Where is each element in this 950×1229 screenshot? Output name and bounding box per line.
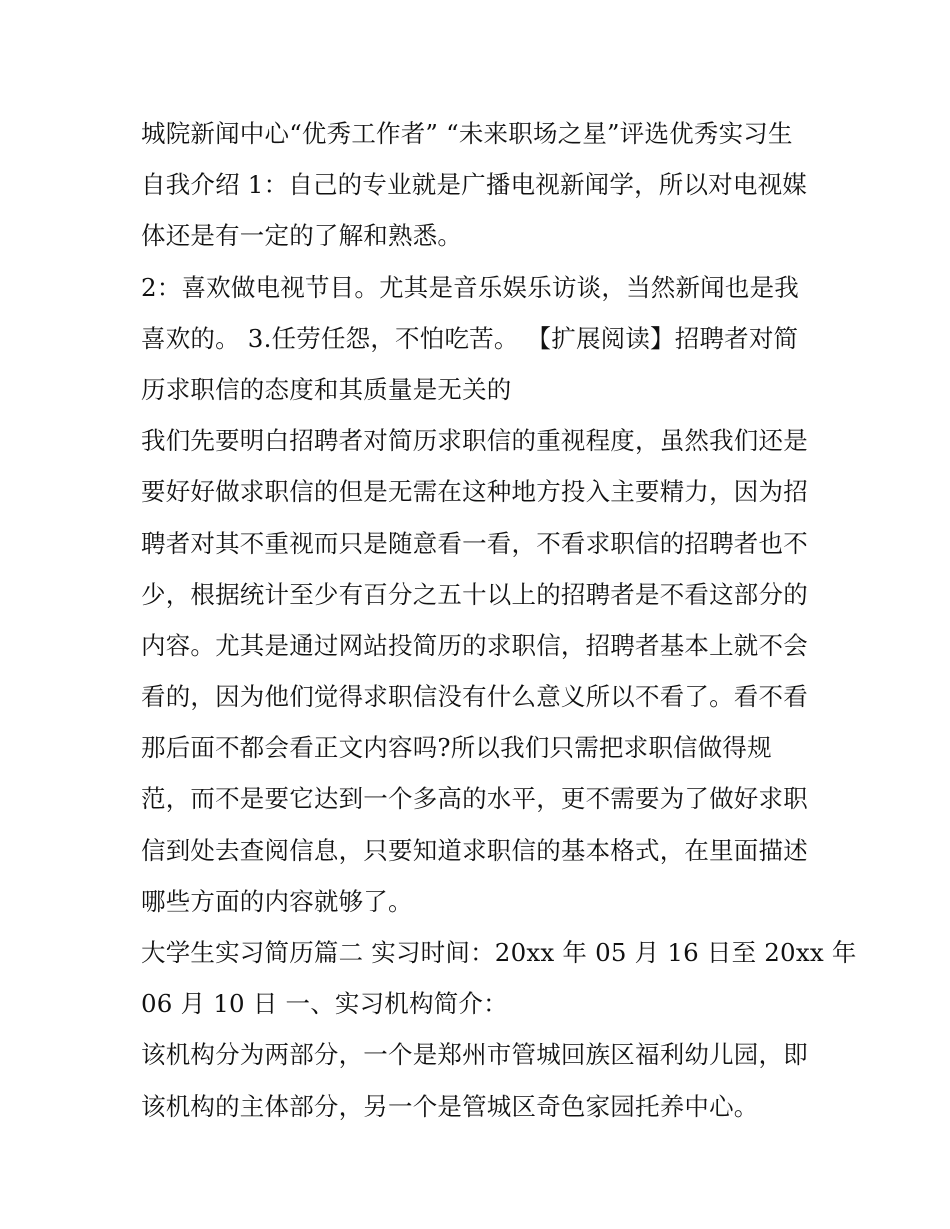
- text-line: 那后面不都会看正文内容吗?所以我们只需把求职信做得规: [141, 733, 772, 763]
- text-line: 该机构的主体部分，另一个是管城区奇色家园托养中心。: [141, 1091, 759, 1121]
- text-line: 看的，因为他们觉得求职信没有什么意义所以不看了。看不看: [141, 682, 808, 712]
- text-line: 内容。尤其是通过网站投简历的求职信，招聘者基本上就不会: [141, 630, 808, 660]
- text-line: 历求职信的态度和其质量是无关的: [141, 374, 512, 404]
- text-line: 城院新闻中心“优秀工作者” “未来职场之星”评选优秀实习生: [141, 119, 793, 148]
- text-line: 该机构分为两部分，一个是郑州市管城回族区福利幼儿园，即: [141, 1040, 808, 1070]
- text-line: 要好好做求职信的但是无需在这种地方投入主要精力，因为招: [141, 477, 808, 507]
- text-line: 信到处去查阅信息，只要知道求职信的基本格式，在里面描述: [141, 835, 808, 865]
- text-line: 体还是有一定的了解和熟悉。: [141, 221, 463, 251]
- text-line: 少，根据统计至少有百分之五十以上的招聘者是不看这部分的: [141, 579, 808, 609]
- text-line: 06 月 10 日 一、实习机构简介：: [141, 989, 508, 1019]
- text-line: 我们先要明白招聘者对简历求职信的重视程度，虽然我们还是: [141, 426, 808, 456]
- text-line: 自我介绍 1：自己的专业就是广播电视新闻学，所以对电视媒: [141, 170, 807, 200]
- text-line: 范，而不是要它达到一个多高的水平，更不需要为了做好求职: [141, 784, 808, 814]
- text-line: 大学生实习简历篇二 实习时间：20xx 年 05 月 16 日至 20xx 年: [141, 938, 857, 967]
- document-body: [141, 108, 857, 1132]
- text-line: 聘者对其不重视而只是随意看一看，不看求职信的招聘者也不: [141, 528, 808, 558]
- text-line: 哪些方面的内容就够了。: [141, 886, 413, 916]
- text-line: 2：喜欢做电视节目。尤其是音乐娱乐访谈，当然新闻也是我: [141, 272, 799, 302]
- text-line: 喜欢的。 3.任劳任怨，不怕吃苦。 【扩展阅读】招聘者对简: [141, 323, 799, 353]
